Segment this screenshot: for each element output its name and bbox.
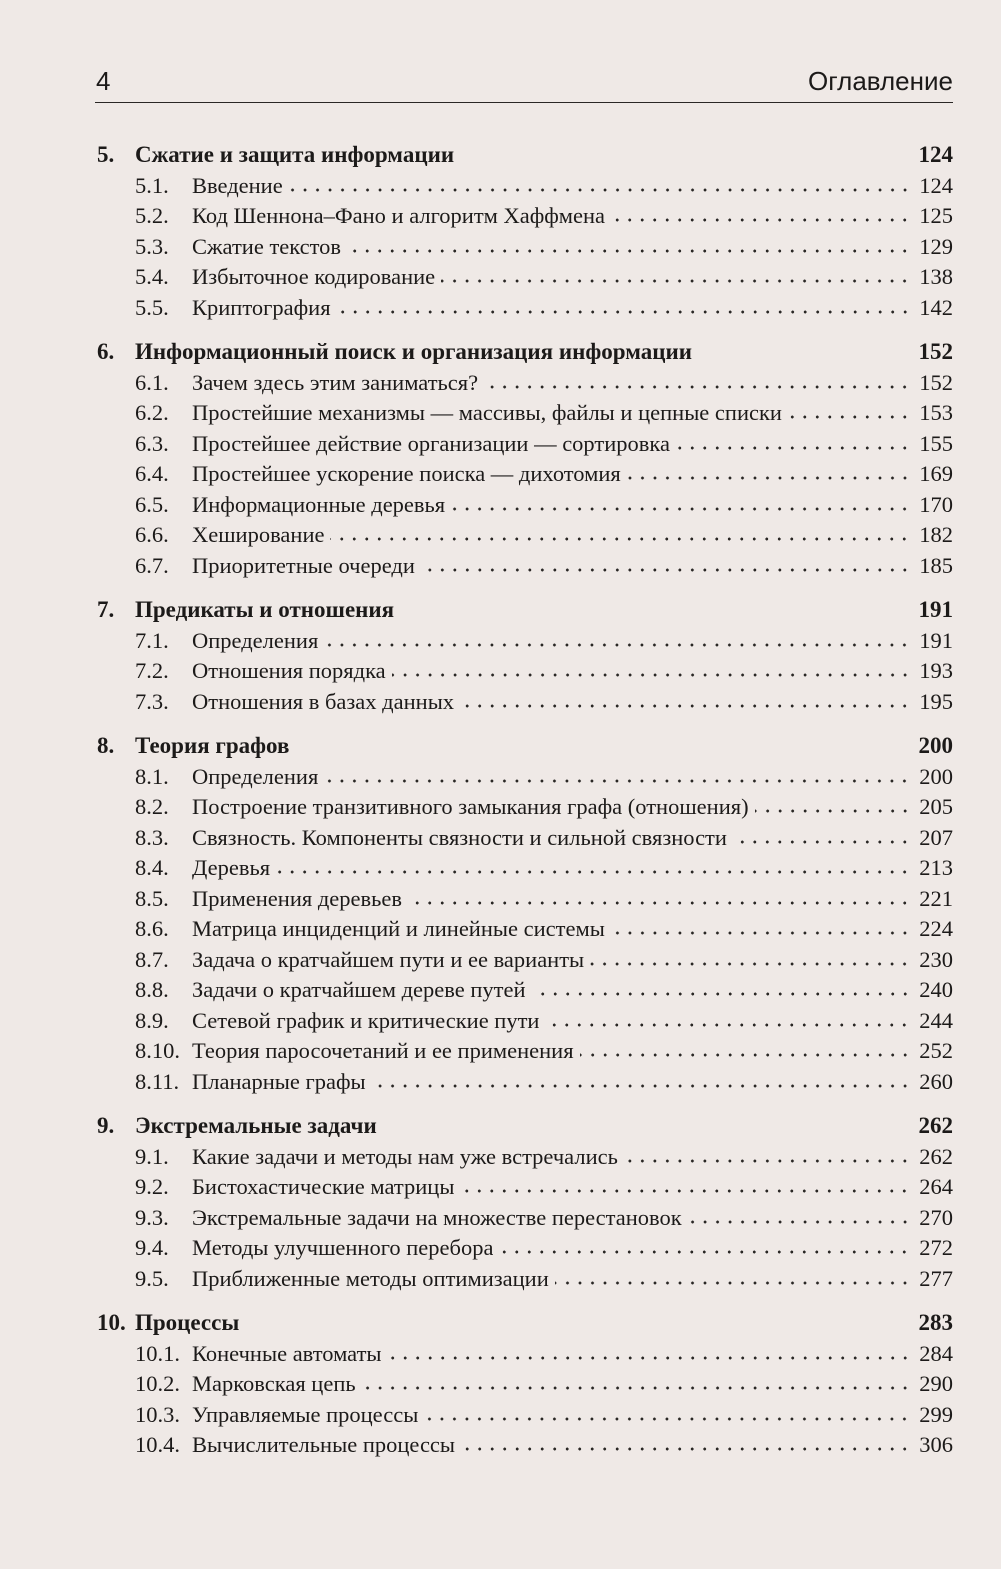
section-entry[interactable] — [95, 656, 953, 687]
chapter-block — [95, 337, 953, 581]
section-number: 8.4. — [135, 855, 169, 880]
section-entry[interactable] — [95, 1400, 953, 1431]
section-title: Сетевой график и критические пути — [192, 1007, 540, 1033]
section-page: 244 — [919, 1007, 953, 1033]
chapter-number: 8. — [97, 733, 115, 758]
dot-leader — [460, 703, 911, 709]
section-title: Отношения в базах данных — [192, 688, 455, 714]
dot-leader — [499, 1249, 911, 1255]
dot-leader — [484, 384, 911, 390]
section-entry[interactable] — [95, 1142, 953, 1173]
page-number: 4 — [96, 66, 111, 96]
dot-leader — [755, 808, 911, 814]
section-number: 8.7. — [135, 946, 169, 972]
dot-leader — [441, 278, 911, 284]
section-page: 124 — [919, 172, 953, 198]
section-title: Отношения порядка — [192, 658, 386, 683]
section-entry[interactable] — [95, 1430, 953, 1461]
dot-leader — [733, 839, 911, 845]
section-page: 170 — [919, 491, 953, 517]
section-number: 6.6. — [135, 522, 169, 547]
section-entry[interactable] — [95, 1036, 953, 1067]
section-page: 260 — [919, 1068, 953, 1094]
section-title: Простейшее действие организации — сортировка — [192, 430, 670, 456]
section-entry[interactable] — [95, 884, 953, 915]
dot-leader — [788, 414, 911, 420]
section-title: Бистохастические матрицы — [192, 1174, 455, 1199]
section-title: Информационные деревья — [192, 491, 446, 517]
dot-leader — [421, 567, 911, 573]
section-entry[interactable] — [95, 551, 953, 582]
section-title: Приоритетные очереди — [192, 552, 415, 578]
section-title: Построение транзитивного замыкания графа (отношения) — [192, 794, 749, 819]
chapter-title: Экстремальные задачи — [135, 1113, 377, 1138]
chapter-entry[interactable] — [95, 337, 953, 368]
section-number: 5.2. — [135, 203, 169, 228]
section-entry[interactable] — [95, 1369, 953, 1400]
section-number: 5.4. — [135, 264, 169, 289]
section-number: 6.3. — [135, 430, 169, 456]
section-entry[interactable] — [95, 792, 953, 823]
section-entry[interactable] — [95, 293, 953, 324]
section-title: Марковская цепь — [192, 1371, 356, 1396]
chapter-number: 10. — [97, 1310, 126, 1335]
dot-leader — [532, 991, 911, 997]
section-entry[interactable] — [95, 914, 953, 945]
dot-leader — [392, 672, 911, 678]
section-page: 155 — [919, 430, 953, 456]
dot-leader — [580, 1052, 911, 1058]
section-entry[interactable] — [95, 398, 953, 429]
section-number: 5.5. — [135, 294, 169, 320]
chapter-block — [95, 1111, 953, 1294]
section-page: 125 — [919, 203, 953, 228]
dot-leader — [611, 217, 911, 223]
section-page: 284 — [919, 1340, 953, 1366]
chapter-title: Процессы — [135, 1310, 240, 1335]
section-number: 10.1. — [135, 1340, 180, 1366]
section-number: 6.7. — [135, 552, 169, 578]
section-page: 213 — [919, 855, 953, 880]
section-entry[interactable] — [95, 520, 953, 551]
section-number: 6.5. — [135, 491, 169, 517]
dot-leader — [460, 1188, 911, 1194]
dot-leader — [372, 1083, 911, 1089]
chapter-page: 283 — [918, 1310, 953, 1335]
section-title: Приближенные методы оптимизации — [192, 1265, 549, 1291]
section-number: 8.11. — [135, 1068, 180, 1094]
dot-leader — [627, 475, 911, 481]
chapter-block — [95, 595, 953, 717]
chapter-entry[interactable] — [95, 140, 953, 171]
section-page: 129 — [919, 233, 953, 259]
chapter-title: Теория графов — [135, 733, 290, 758]
section-title: Задачи о кратчайшем дереве путей — [192, 977, 526, 1002]
dot-leader — [590, 961, 911, 967]
section-number: 8.10. — [135, 1038, 180, 1063]
section-title: Применения деревьев — [192, 885, 403, 911]
section-page: 138 — [919, 264, 953, 289]
dot-leader — [362, 1385, 911, 1391]
section-entry[interactable] — [95, 823, 953, 854]
section-page: 153 — [919, 400, 953, 425]
section-number: 6.2. — [135, 400, 169, 425]
chapter-page: 200 — [918, 733, 953, 758]
section-page: 252 — [919, 1038, 953, 1063]
chapter-entry[interactable] — [95, 1111, 953, 1142]
chapter-page: 262 — [918, 1113, 953, 1138]
section-title: Теория паросочетаний и ее применения — [192, 1038, 574, 1063]
section-entry[interactable] — [95, 490, 953, 521]
section-number: 9.4. — [135, 1235, 169, 1260]
section-entry[interactable] — [95, 1006, 953, 1037]
chapter-number: 7. — [97, 597, 115, 622]
section-entry[interactable] — [95, 1264, 953, 1295]
section-title: Задача о кратчайшем пути и ее варианты — [192, 946, 585, 972]
section-number: 7.1. — [135, 627, 169, 653]
section-title: Хеширование — [192, 522, 325, 547]
running-header — [95, 62, 953, 103]
section-title: Матрица инциденций и линейные системы — [192, 916, 605, 941]
chapter-page: 191 — [918, 597, 953, 622]
section-page: 195 — [919, 688, 953, 714]
section-number: 8.9. — [135, 1007, 169, 1033]
section-number: 7.3. — [135, 688, 169, 714]
section-page: 299 — [919, 1401, 953, 1427]
section-entry[interactable] — [95, 1233, 953, 1264]
dot-leader — [555, 1280, 911, 1286]
section-page: 200 — [919, 763, 953, 789]
section-entry[interactable] — [95, 1203, 953, 1234]
section-entry[interactable] — [95, 945, 953, 976]
chapter-title: Предикаты и отношения — [135, 597, 395, 622]
section-title: Деревья — [192, 855, 271, 880]
section-entry[interactable] — [95, 1172, 953, 1203]
dot-leader — [324, 642, 911, 648]
section-number: 6.1. — [135, 369, 169, 395]
section-entry[interactable] — [95, 1339, 953, 1370]
section-title: Сжатие текстов — [192, 233, 342, 259]
section-title: Вычислительные процессы — [192, 1432, 456, 1457]
section-entry[interactable] — [95, 687, 953, 718]
dot-leader — [347, 248, 911, 254]
dot-leader — [461, 1446, 911, 1452]
section-title: Какие задачи и методы нам уже встречались — [192, 1143, 618, 1169]
chapter-entry[interactable] — [95, 731, 953, 762]
section-page: 152 — [919, 369, 953, 395]
section-title: Методы улучшенного перебора — [192, 1235, 494, 1260]
section-number: 5.1. — [135, 172, 169, 198]
section-page: 262 — [919, 1143, 953, 1169]
chapter-block — [95, 731, 953, 1097]
section-title: Код Шеннона–Фано и алгоритм Хаффмена — [192, 203, 606, 228]
section-number: 10.2. — [135, 1371, 180, 1396]
section-title: Простейшие механизмы — массивы, файлы и цепные списки — [192, 400, 782, 425]
section-number: 9.5. — [135, 1265, 169, 1291]
section-entry[interactable] — [95, 171, 953, 202]
dot-leader — [408, 900, 911, 906]
chapter-block — [95, 1308, 953, 1461]
chapter-entry[interactable] — [95, 595, 953, 626]
section-page: 191 — [919, 627, 953, 653]
chapter-title: Сжатие и защита информации — [135, 142, 455, 167]
section-page: 193 — [919, 658, 953, 683]
section-page: 169 — [919, 461, 953, 486]
section-title: Простейшее ускорение поиска — дихотомия — [192, 461, 621, 486]
dot-leader — [624, 1158, 911, 1164]
section-page: 182 — [919, 522, 953, 547]
section-page: 290 — [919, 1371, 953, 1396]
section-number: 9.1. — [135, 1143, 169, 1169]
dot-leader — [545, 1022, 911, 1028]
section-entry[interactable] — [95, 262, 953, 293]
chapter-block — [95, 140, 953, 323]
chapter-number: 5. — [97, 142, 115, 167]
section-number: 8.6. — [135, 916, 169, 941]
section-page: 270 — [919, 1204, 953, 1230]
dot-leader — [289, 187, 911, 193]
section-number: 8.3. — [135, 824, 169, 850]
section-entry[interactable] — [95, 762, 953, 793]
section-title: Введение — [192, 172, 283, 198]
dot-leader — [337, 309, 911, 315]
section-page: 272 — [919, 1235, 953, 1260]
section-number: 9.2. — [135, 1174, 169, 1199]
section-page: 230 — [919, 946, 953, 972]
dot-leader — [611, 930, 911, 936]
section-page: 205 — [919, 794, 953, 819]
section-number: 8.5. — [135, 885, 169, 911]
section-title: Криптография — [192, 294, 331, 320]
section-title: Конечные автоматы — [192, 1340, 382, 1366]
section-number: 7.2. — [135, 658, 169, 683]
section-title: Связность. Компоненты связности и сильной связности — [192, 824, 727, 850]
chapter-entry[interactable] — [95, 1308, 953, 1339]
section-entry[interactable] — [95, 975, 953, 1006]
chapter-number: 9. — [97, 1113, 115, 1138]
section-entry[interactable] — [95, 232, 953, 263]
chapter-number: 6. — [97, 339, 115, 364]
section-page: 277 — [919, 1265, 953, 1291]
chapter-page: 124 — [918, 142, 953, 167]
section-number: 8.1. — [135, 763, 169, 789]
section-entry[interactable] — [95, 459, 953, 490]
section-number: 8.2. — [135, 794, 169, 819]
section-number: 8.8. — [135, 977, 169, 1002]
section-number: 10.3. — [135, 1401, 180, 1427]
dot-leader — [388, 1355, 911, 1361]
section-page: 142 — [919, 294, 953, 320]
section-title: Определения — [192, 763, 319, 789]
table-of-contents — [95, 140, 953, 1475]
section-title: Определения — [192, 627, 319, 653]
section-title: Управляемые процессы — [192, 1401, 419, 1427]
section-title: Экстремальные задачи на множестве перестановок — [192, 1204, 682, 1230]
section-entry[interactable] — [95, 1067, 953, 1098]
dot-leader — [330, 536, 911, 542]
section-page: 240 — [919, 977, 953, 1002]
section-number: 9.3. — [135, 1204, 169, 1230]
dot-leader — [676, 445, 911, 451]
dot-leader — [688, 1219, 911, 1225]
dot-leader — [424, 1416, 911, 1422]
chapter-page: 152 — [918, 339, 953, 364]
section-entry[interactable] — [95, 368, 953, 399]
section-page: 185 — [919, 552, 953, 578]
running-title: Оглавление — [808, 66, 953, 96]
section-entry[interactable] — [95, 201, 953, 232]
chapter-title: Информационный поиск и организация информации — [135, 339, 692, 364]
section-number: 10.4. — [135, 1432, 180, 1457]
dot-leader — [276, 869, 911, 875]
dot-leader — [324, 778, 911, 784]
section-page: 264 — [919, 1174, 953, 1199]
section-page: 306 — [919, 1432, 953, 1457]
section-title: Зачем здесь этим заниматься? — [192, 369, 479, 395]
section-number: 5.3. — [135, 233, 169, 259]
section-title: Планарные графы — [192, 1068, 366, 1094]
section-entry[interactable] — [95, 429, 953, 460]
section-entry[interactable] — [95, 853, 953, 884]
section-entry[interactable] — [95, 626, 953, 657]
section-page: 224 — [919, 916, 953, 941]
section-page: 221 — [919, 885, 953, 911]
section-title: Избыточное кодирование — [192, 264, 436, 289]
section-number: 6.4. — [135, 461, 169, 486]
dot-leader — [451, 506, 911, 512]
section-page: 207 — [919, 824, 953, 850]
